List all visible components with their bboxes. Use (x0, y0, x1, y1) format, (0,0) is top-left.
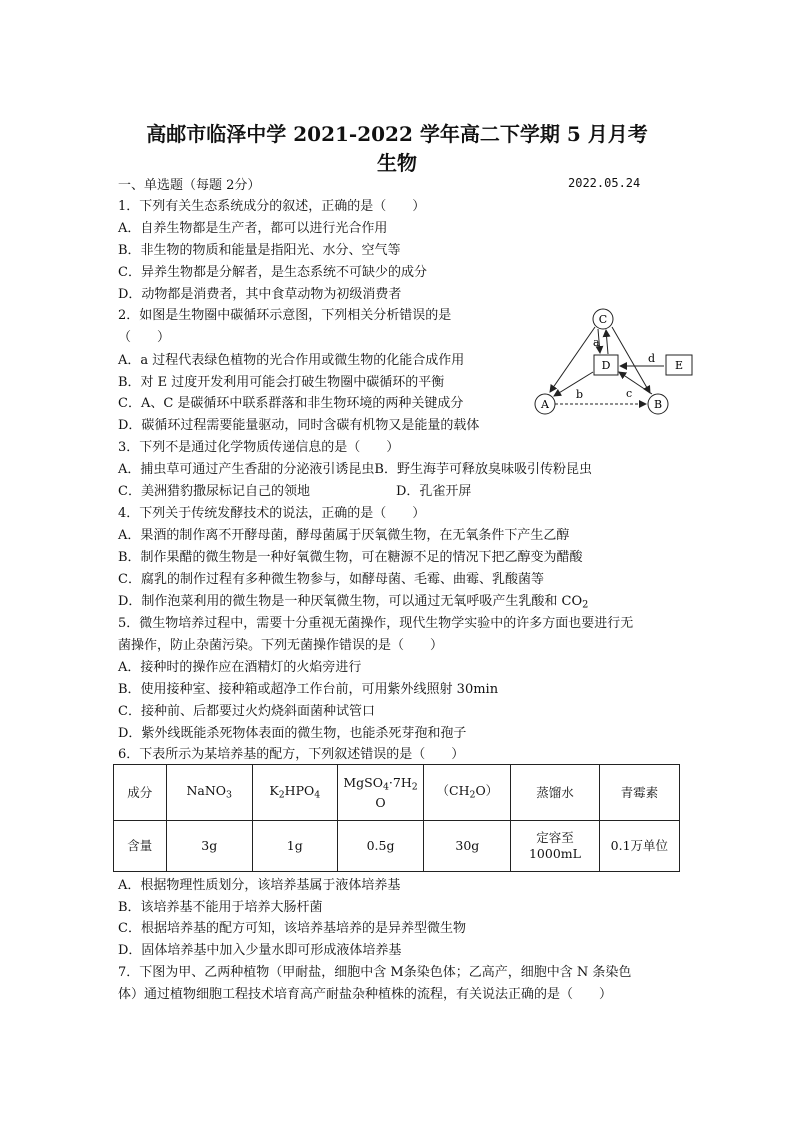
q2-stem: 2．如图是生物圈中碳循环示意图，下列相关分析错误的是 (118, 308, 452, 323)
table-header-cell: NaNO$_3$ (166, 765, 252, 821)
q2-option-b: B．对 E 过度开发利用可能会打破生物圈中碳循环的平衡 (118, 375, 445, 390)
q1-option-c: C．异养生物都是分解者，是生态系统不可缺少的成分 (118, 265, 427, 280)
q5-option-c: C．接种前、后都要过火灼烧斜面菌种试管口 (118, 704, 375, 719)
edge-c-to-a (550, 327, 595, 392)
q2-stem-cont: （ ） (118, 330, 171, 345)
table-cell: 3g (166, 821, 252, 872)
edge-d-to-a (554, 372, 593, 396)
table-cell: 1g (252, 821, 337, 872)
table-cell: 30g (424, 821, 511, 872)
table-header-cell: $(CH_2O)$ (424, 765, 511, 821)
table-cell: 0.5g (337, 821, 424, 872)
q5-stem-cont: 菌操作，防止杂菌污染。下列无菌操作错误的是（ ） (118, 638, 444, 653)
table-header-cell: $MgSO_4\cdot 7H_2$ O (337, 765, 424, 821)
node-c-label: C (598, 313, 608, 326)
table-row (114, 821, 680, 872)
subject-title: 生物 (377, 151, 417, 175)
q3-option-c: C．美洲猎豹撒尿标记自己的领地 (118, 484, 310, 499)
edge-b-to-d (619, 372, 652, 394)
q7-stem: 7．下图为甲、乙两种植物（甲耐盐，细胞中含 M条染色体；乙高产，细胞中含 N 条染色 (118, 965, 632, 980)
node-d-label: D (601, 359, 611, 372)
q5-option-d: D．紫外线既能杀死物体表面的微生物，也能杀死芽孢和孢子 (118, 726, 467, 741)
q4-option-c: C．腐乳的制作过程有多种微生物参与，如酵母菌、毛霉、曲霉、乳酸菌等 (118, 572, 544, 587)
q3-options-ab: A．捕虫草可通过产生香甜的分泌液引诱昆虫B．野生海芋可释放臭味吸引传粉昆虫 (118, 462, 592, 477)
exam-title: 高邮市临泽中学 2021-2022 学年高二下学期 5 月月考 (146, 122, 648, 146)
section-label: 一、单选题（每题 2分） (118, 178, 261, 193)
q6-option-c: C．根据培养基的配方可知，该培养基培养的是异养型微生物 (118, 921, 466, 936)
carbon-cycle-diagram (530, 308, 700, 426)
edge-label-b: b (576, 388, 584, 401)
q2-option-c: C．A、C 是碳循环中联系群落和非生物环境的两种关键成分 (118, 396, 464, 411)
q1-option-b: B．非生物的物质和能量是指阳光、水分、空气等 (118, 243, 401, 258)
table-cell: 含量 (114, 821, 167, 872)
q3-stem: 3．下列不是通过化学物质传递信息的是（ ） (118, 440, 400, 455)
q2-option-a: A．a 过程代表绿色植物的光合作用或微生物的化能合成作用 (118, 353, 465, 368)
q7-stem-cont: 体）通过植物细胞工程技术培育高产耐盐杂种植株的流程，有关说法正确的是（ ） (118, 987, 613, 1002)
q6-stem: 6．下表所示为某培养基的配方，下列叙述错误的是（ ） (118, 747, 465, 762)
edge-label-a: a (593, 336, 600, 349)
q3-option-d: D．孔雀开屏 (396, 484, 472, 499)
q1-option-a: A．自养生物都是生产者，都可以进行光合作用 (118, 221, 388, 236)
edge-label-c: c (626, 387, 633, 400)
table-header-cell: 成分 (114, 765, 167, 821)
node-e-label: E (674, 359, 684, 372)
table-header-cell: 蒸馏水 (511, 765, 600, 821)
table-cell: 0.1万单位 (599, 821, 679, 872)
q6-option-d: D．固体培养基中加入少量水即可形成液体培养基 (118, 943, 402, 958)
q4-stem: 4．下列关于传统发酵技术的说法，正确的是（ ） (118, 506, 426, 521)
q5-option-a: A．接种时的操作应在酒精灯的火焰旁进行 (118, 660, 362, 675)
q4-option-d: D．制作泡菜利用的微生物是一种厌氧微生物，可以通过无氧呼吸产生乳酸和 $CO_2$ (118, 594, 589, 611)
q4-option-a: A．果酒的制作离不开酵母菌，酵母菌属于厌氧微生物，在无氧条件下产生乙醇 (118, 528, 570, 543)
table-cell: 定容至 1000mL (511, 821, 600, 872)
exam-date: 2022.05.24 (568, 176, 641, 190)
q5-option-b: B．使用接种室、接种箱或超净工作台前，可用紫外线照射 30min (118, 682, 499, 697)
q2-option-d: D．碳循环过程需要能量驱动，同时含碳有机物又是能量的载体 (118, 418, 480, 433)
table-header-row (114, 765, 680, 821)
node-b-label: B (653, 398, 663, 411)
edge-label-d: d (648, 352, 656, 365)
node-a-label: A (541, 398, 549, 411)
q6-option-a: A．根据物理性质划分，该培养基属于液体培养基 (118, 878, 401, 893)
q4-option-b: B．制作果醋的微生物是一种好氧微生物，可在糖源不足的情况下把乙醇变为醋酸 (118, 550, 583, 565)
q1-option-d: D．动物都是消费者，其中食草动物为初级消费者 (118, 287, 402, 302)
q6-option-b: B．该培养基不能用于培养大肠杆菌 (118, 900, 323, 915)
q5-stem: 5．微生物培养过程中，需要十分重视无菌操作，现代生物学实验中的许多方面也要进行无 (118, 616, 634, 631)
medium-recipe-table (113, 764, 680, 872)
q1-stem: 1．下列有关生态系统成分的叙述，正确的是（ ） (118, 199, 426, 214)
table-header-cell: $K_2HPO_4$ (252, 765, 337, 821)
edge-d-to-c (606, 330, 608, 354)
table-header-cell: 青霉素 (599, 765, 679, 821)
